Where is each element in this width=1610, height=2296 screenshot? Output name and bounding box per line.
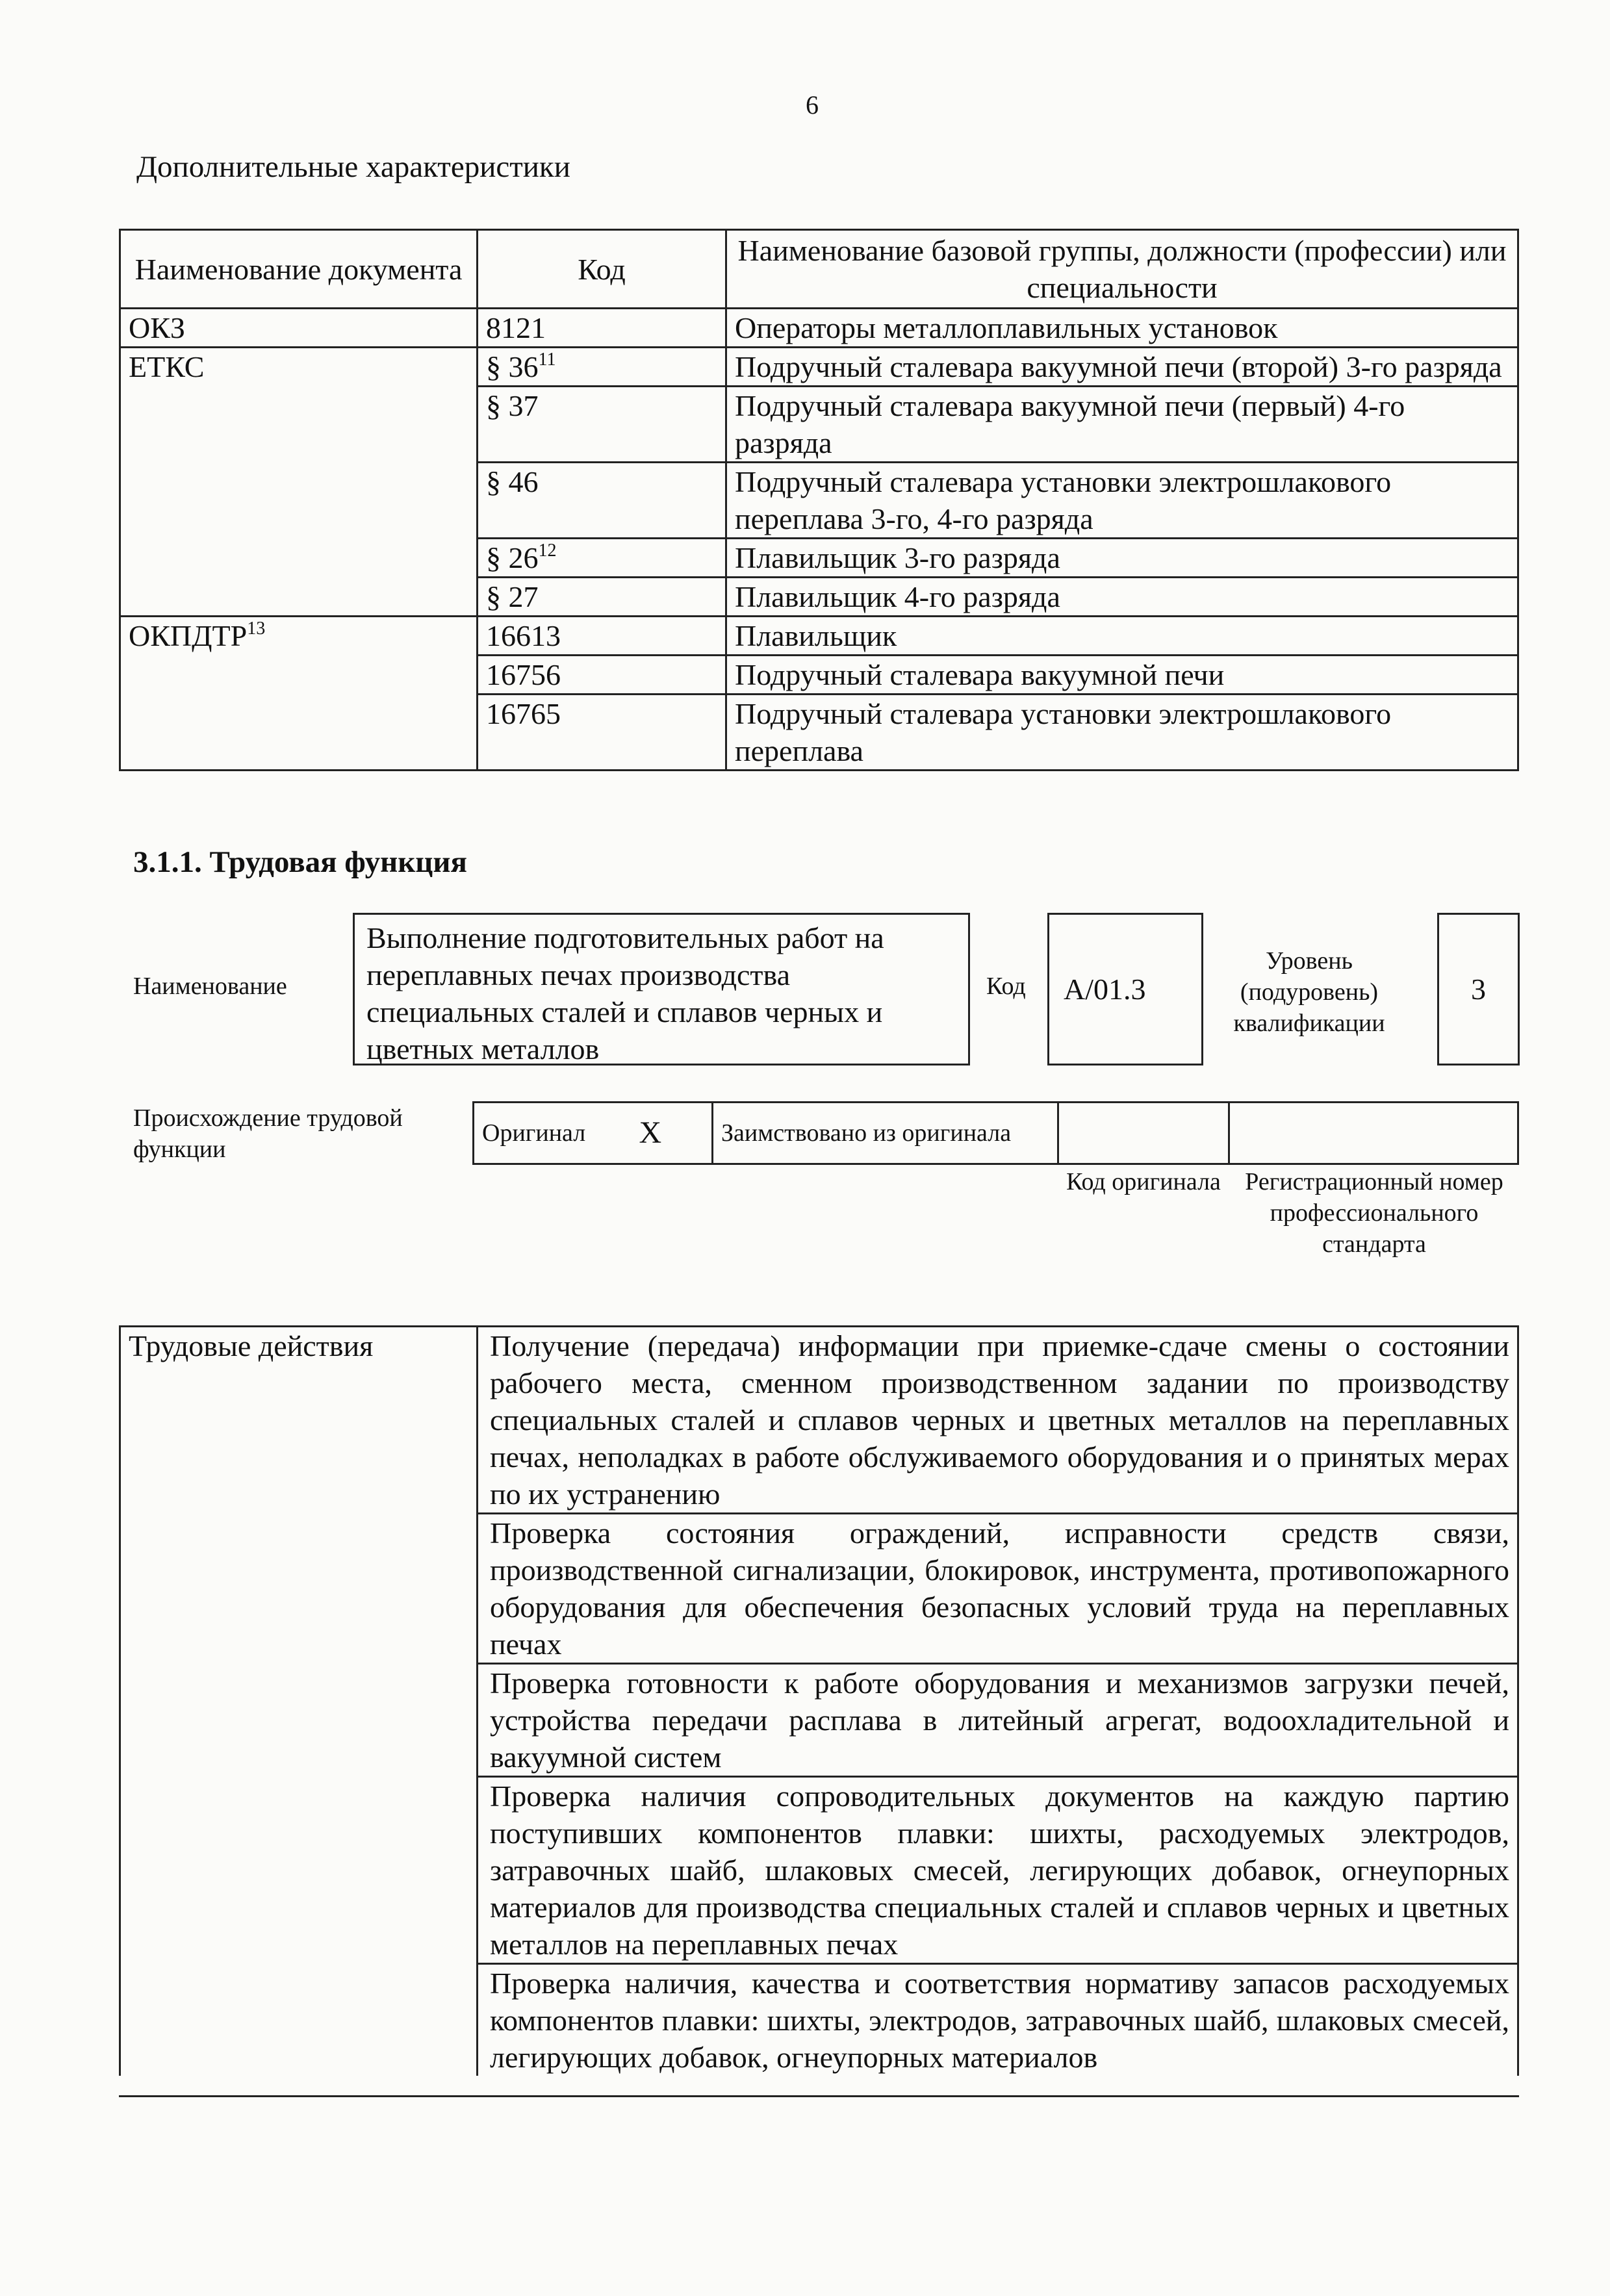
function-name-box: Выполнение подготовительных работ на переплавных печах производства специальных сталей и сплавов черных и цветных металлов (353, 913, 970, 1065)
cell-name: Подручный сталевара вакуумной печи (726, 656, 1518, 695)
function-code-box: А/01.3 (1047, 913, 1203, 1065)
footnote-ref: 13 (247, 619, 266, 639)
cell-name: Подручный сталевара вакуумной печи (первый) 4-го разряда (726, 387, 1518, 463)
reg-number-cell (1229, 1103, 1518, 1164)
cell-doc (120, 617, 478, 656)
cell-name: Плавильщик 3-го разряда (726, 539, 1518, 578)
original-label: Оригинал (474, 1103, 587, 1164)
action-item: Проверка готовности к работе оборудования и механизмов загрузки печей, устройства передачи расплава в литейный агрегат, водоохладительной и вакуумной систем (478, 1664, 1518, 1777)
cell-doc (120, 578, 478, 617)
table-row (120, 1327, 1518, 1514)
cell-name: Плавильщик 4-го разряда (726, 578, 1518, 617)
level-box: 3 (1437, 913, 1520, 1065)
cell-code (478, 348, 726, 387)
action-item: Проверка наличия сопроводительных документов на каждую партию поступивших компонентов плавки: шихты, расходуемых электродов, затравочных шайб, шлаковых смесей, легирующих добавок, огнеупорных материалов для производства специальных сталей и сплавов черных и цветных металлов на переплавных печах (478, 1777, 1518, 1964)
cell-code: § 37 (478, 387, 726, 463)
labor-function-title: 3.1.1. Трудовая функция (133, 845, 467, 879)
footnote-ref: 12 (538, 541, 557, 561)
cell-code: § 27 (478, 578, 726, 617)
origin-table (472, 1101, 1519, 1165)
cell-name: Подручный сталевара установки электрошлакового переплава (726, 695, 1518, 771)
cell-doc (120, 387, 478, 463)
cell-code: § 46 (478, 463, 726, 539)
actions-heading: Трудовые действия (120, 1327, 478, 1514)
heading-continuation (120, 1777, 478, 1964)
orig-code-cell (1058, 1103, 1229, 1164)
table-row (120, 348, 1518, 387)
section-title: Дополнительные характеристики (136, 150, 570, 184)
cell-name: Плавильщик (726, 617, 1518, 656)
action-item: Проверка состояния ограждений, исправности средств связи, производственной сигнализации, блокировок, инструмента, противопожарного оборудования для обеспечения безопасных условий труда на переплавных печах (478, 1514, 1518, 1664)
footnote-ref: 11 (538, 350, 556, 370)
cell-code: 16765 (478, 695, 726, 771)
table-row (120, 1964, 1518, 2076)
cell-code: 16756 (478, 656, 726, 695)
table-row (120, 617, 1518, 656)
additional-characteristics-table (119, 229, 1519, 771)
table-row (120, 578, 1518, 617)
cell-code: 8121 (478, 309, 726, 348)
table-row (120, 656, 1518, 695)
origin-label: Происхождение трудовой функции (133, 1104, 403, 1163)
cell-name: Подручный сталевара вакуумной печи (второй) 3-го разряда (726, 348, 1518, 387)
original-mark: X (587, 1103, 713, 1164)
table-row (120, 309, 1518, 348)
cell-name: Операторы металлоплавильных установок (726, 309, 1518, 348)
table-row (120, 387, 1518, 463)
header-code: Код (478, 230, 726, 309)
table-row (120, 463, 1518, 539)
page-number: 6 (806, 90, 819, 120)
cell-doc (120, 695, 478, 771)
header-name: Наименование базовой группы, должности (профессии) или специальности (726, 230, 1518, 309)
origin-row (474, 1103, 1518, 1164)
level-label: Уровень (подуровень) квалификации (1233, 947, 1385, 1037)
borrowed-label: Заимствовано из оригинала (713, 1103, 1058, 1164)
cell-code: 16613 (478, 617, 726, 656)
cell-code (478, 539, 726, 578)
name-label: Наименование (133, 973, 287, 1000)
action-item: Получение (передача) информации при приемке-сдаче смены о состоянии рабочего места, сменном производственном задании по производству специальных сталей и сплавов черных и цветных металлов на переплавных печах, неполадках в работе обслуживаемого оборудования и о принятых мерах по их устранению (478, 1327, 1518, 1514)
table-row (120, 695, 1518, 771)
table-row (120, 539, 1518, 578)
code-text: § 36 (486, 350, 539, 383)
heading-continuation (120, 1964, 478, 2076)
cell-doc (120, 463, 478, 539)
doc-text: ОКПДТР (129, 619, 248, 652)
heading-continuation (120, 1514, 478, 1664)
orig-code-caption: Код оригинала (1066, 1168, 1221, 1195)
cell-name: Подручный сталевара установки электрошлакового переплава 3-го, 4-го разряда (726, 463, 1518, 539)
cell-doc (120, 539, 478, 578)
cell-doc (120, 656, 478, 695)
heading-continuation (120, 1664, 478, 1777)
table-row (120, 1777, 1518, 1964)
code-text: § 26 (486, 541, 539, 574)
table-row (120, 1514, 1518, 1664)
reg-number-caption: Регистрационный номер профессионального стандарта (1245, 1168, 1503, 1258)
cell-doc: ОКЗ (120, 309, 478, 348)
table-header-row (120, 230, 1518, 309)
labor-actions-table (119, 1325, 1519, 2076)
header-doc: Наименование документа (120, 230, 478, 309)
table-row (120, 1664, 1518, 1777)
cell-doc: ЕТКС (120, 348, 478, 387)
action-item: Проверка наличия, качества и соответствия нормативу запасов расходуемых компонентов плавки: шихты, электродов, затравочных шайб, шлаковых смесей, легирующих добавок, огнеупорных материалов (478, 1964, 1518, 2076)
table-bottom-border (119, 2095, 1519, 2097)
code-label: Код (986, 973, 1026, 1000)
